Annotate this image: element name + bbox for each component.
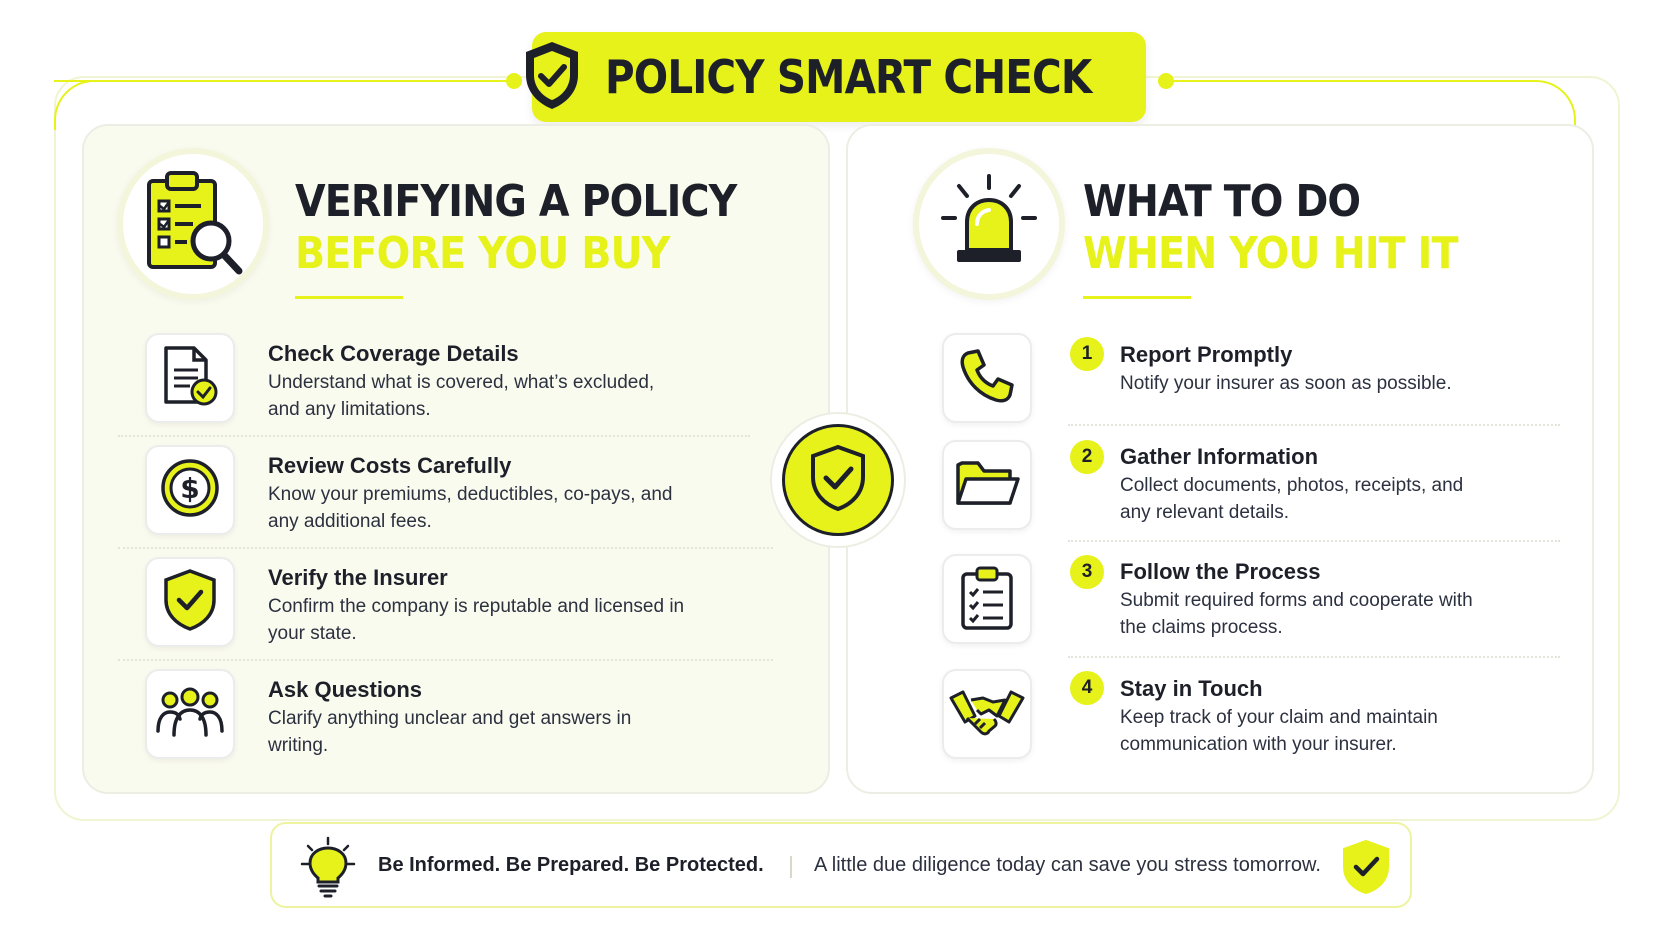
shield-check-icon	[807, 443, 869, 518]
svg-text:$: $	[180, 471, 200, 505]
checklist-icon	[959, 564, 1015, 635]
step-4-badge: 4	[1070, 671, 1104, 705]
step-2-badge: 2	[1070, 440, 1104, 474]
footer-divider	[790, 856, 792, 878]
dollar-coin-icon	[160, 458, 220, 523]
left-section-title	[295, 176, 736, 280]
left-item-1-title: Check Coverage Details	[268, 341, 519, 366]
left-item-3-icon-box	[145, 557, 235, 647]
lightbulb-icon	[300, 836, 356, 903]
left-item-3-desc: Confirm the company is reputable and licensed in your state.	[268, 596, 685, 644]
right-item-2-title: Gather Information	[1120, 444, 1319, 469]
left-item-4-icon-box	[145, 669, 235, 759]
right-item-4-icon-box	[942, 669, 1032, 759]
left-separator-3	[118, 659, 773, 661]
left-item-2-icon-box	[145, 445, 235, 535]
shield-check-icon	[521, 39, 583, 116]
footer-tagline: Be Informed. Be Prepared. Be Protected.	[378, 854, 764, 876]
left-hero-circle	[117, 148, 269, 300]
right-item-4-desc: Keep track of your claim and maintain communication with your insurer.	[1120, 707, 1438, 755]
document-check-icon	[160, 344, 220, 413]
left-item-2-title: Review Costs Carefully	[268, 453, 512, 478]
folder-icon	[954, 455, 1020, 516]
right-item-2-icon-box	[942, 440, 1032, 530]
alarm-siren-icon	[939, 172, 1039, 277]
left-item-3-title: Verify the Insurer	[268, 565, 448, 590]
right-title-underline	[1083, 296, 1191, 299]
left-separator-1	[118, 435, 750, 437]
left-item-1-desc: Understand what is covered, what’s excluded, and any limitations.	[268, 372, 655, 420]
right-item-3-desc: Submit required forms and cooperate with the claims process.	[1120, 590, 1473, 638]
shield-check-icon	[162, 568, 218, 637]
right-title-line1: WHAT TO DO	[1083, 176, 1361, 227]
footer-note: A little due diligence today can save you stress tomorrow.	[814, 854, 1321, 876]
right-section-title	[1083, 176, 1458, 280]
left-title-line1: VERIFYING A POLICY	[295, 176, 737, 227]
right-title-line2: WHEN YOU HIT IT	[1083, 228, 1458, 279]
frame-line-right	[1166, 80, 1576, 130]
frame-dot-right	[1158, 73, 1174, 89]
people-group-icon	[155, 687, 225, 742]
left-title-underline	[295, 296, 403, 299]
left-item-2-desc: Know your premiums, deductibles, co-pays, and any additional fees.	[268, 484, 673, 532]
title-banner	[532, 32, 1146, 122]
handshake-icon	[949, 684, 1025, 745]
right-item-1-title: Report Promptly	[1120, 342, 1293, 367]
right-item-1-icon-box	[942, 333, 1032, 423]
frame-dot-left	[506, 73, 522, 89]
shield-check-icon	[1340, 838, 1392, 901]
left-title-line2: BEFORE YOU BUY	[295, 228, 670, 279]
step-3-badge: 3	[1070, 555, 1104, 589]
right-hero-circle	[913, 148, 1065, 300]
center-badge-inner	[782, 424, 894, 536]
left-item-4-desc: Clarify anything unclear and get answers in writing.	[268, 708, 632, 756]
right-item-3-title: Follow the Process	[1120, 559, 1321, 584]
frame-line-left	[54, 80, 514, 82]
step-1-badge: 1	[1070, 337, 1104, 371]
left-separator-2	[118, 547, 773, 549]
page-title: POLICY SMART CHECK	[604, 50, 1092, 104]
left-item-4-title: Ask Questions	[268, 677, 423, 702]
right-separator-1	[1068, 424, 1560, 426]
right-item-3-icon-box	[942, 554, 1032, 644]
right-separator-3	[1068, 656, 1560, 658]
right-item-4-title: Stay in Touch	[1120, 676, 1263, 701]
right-item-2-desc: Collect documents, photos, receipts, and any relevant details.	[1120, 475, 1464, 523]
footer-bar	[270, 822, 1412, 908]
clipboard-magnifier-icon	[141, 167, 245, 282]
center-shield-badge	[770, 412, 906, 548]
left-item-1-icon-box	[145, 333, 235, 423]
phone-icon	[958, 347, 1016, 410]
right-separator-2	[1068, 540, 1560, 542]
right-item-1-desc: Notify your insurer as soon as possible.	[1120, 373, 1452, 394]
